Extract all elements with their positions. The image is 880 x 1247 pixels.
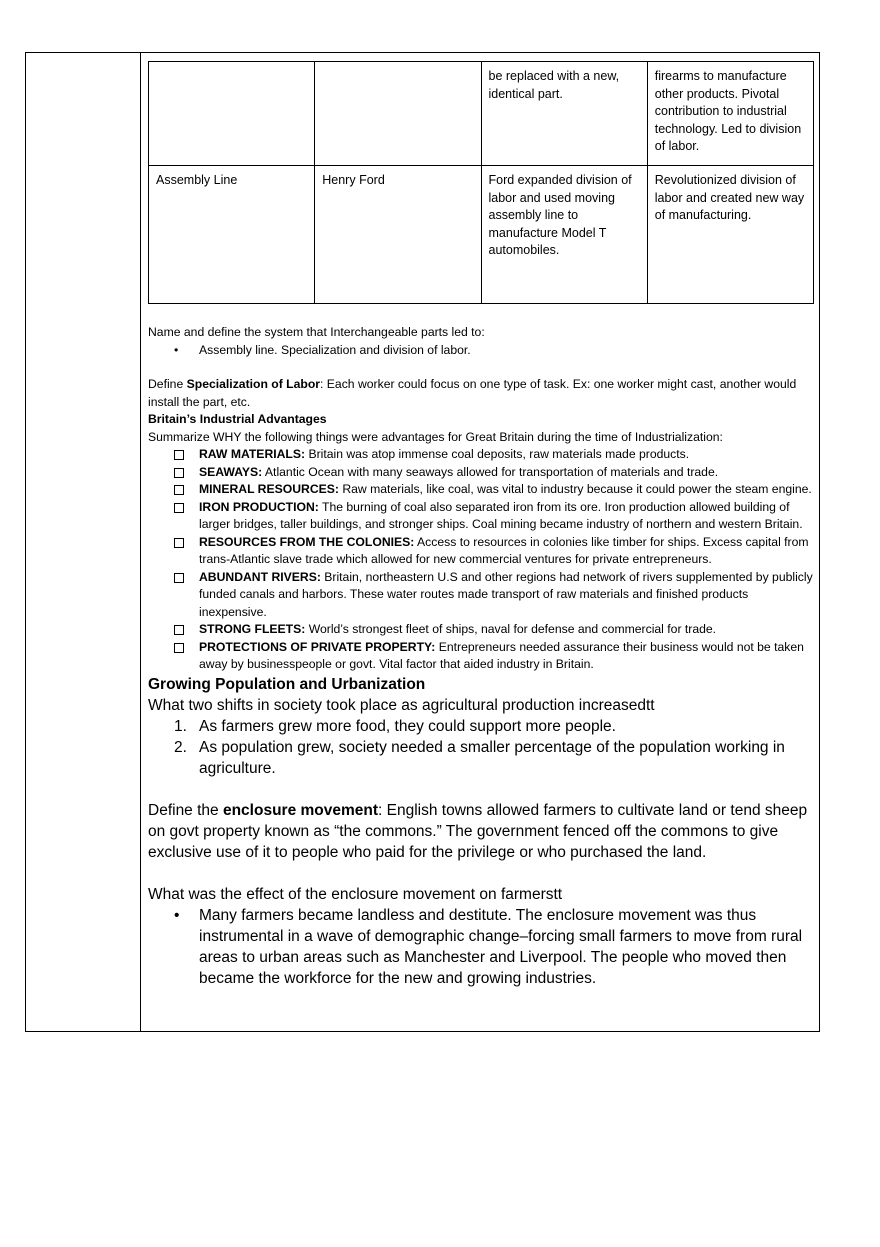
section-heading: Britain’s Industrial Advantages bbox=[148, 412, 327, 426]
item-label: ABUNDANT RIVERS: bbox=[199, 569, 321, 584]
checkbox-icon bbox=[174, 538, 184, 548]
list-item bbox=[148, 716, 814, 737]
item-number: 2. bbox=[174, 738, 187, 756]
table-cell: firearms to manufacture other products. Pivotal contribution to industrial technology. Led to division of labor. bbox=[647, 62, 813, 166]
list-item bbox=[148, 737, 814, 779]
list-item bbox=[148, 446, 814, 464]
table-cell: Ford expanded division of labor and used moving assembly line to manufacture Model T automobiles. bbox=[481, 166, 647, 304]
question-text: What was the effect of the enclosure movement on farmerstt bbox=[148, 885, 563, 903]
table-row bbox=[149, 62, 814, 166]
specialization-section bbox=[148, 376, 814, 674]
item-text: World’s strongest fleet of ships, naval for defense and commercial for trade. bbox=[305, 622, 717, 636]
question-text: What two shifts in society took place as agricultural production increasedtt bbox=[148, 696, 655, 714]
item-label: IRON PRODUCTION: bbox=[199, 499, 319, 514]
inventions-table bbox=[148, 61, 814, 304]
list-item: • Many farmers became landless and destitute. The enclosure movement was thus instrumental in a wave of demographic change–forcing small farmers to move from rural areas to urban areas such as Manchester and Liverpool. The people who moved then became the workforce for the new and growing industries. bbox=[148, 905, 814, 989]
advantages-list bbox=[148, 446, 814, 674]
list-item bbox=[148, 534, 814, 569]
item-text: As population grew, society needed a smaller percentage of the population working in agriculture. bbox=[199, 738, 785, 777]
item-text: Raw materials, like coal, was vital to industry because it could power the steam engine. bbox=[338, 482, 812, 496]
item-label: RESOURCES FROM THE COLONIES: bbox=[199, 534, 415, 549]
checkbox-icon bbox=[174, 643, 184, 653]
table-cell: be replaced with a new, identical part. bbox=[481, 62, 647, 166]
list-item bbox=[148, 621, 814, 639]
item-text: Britain was atop immense coal deposits, raw materials made products. bbox=[305, 447, 690, 461]
interchangeable-section bbox=[148, 324, 814, 359]
section-heading: Growing Population and Urbanization bbox=[148, 675, 426, 693]
term: Specialization of Labor bbox=[186, 377, 321, 391]
checkbox-icon bbox=[174, 573, 184, 583]
term: enclosure movement bbox=[222, 801, 379, 819]
specialization-definition bbox=[148, 376, 814, 411]
item-text: The burning of coal also separated iron from its ore. Iron production allowed building of larger bridges, taller buildings, and stronger ships. Coal mining became industry of northern and western Britain. bbox=[199, 499, 803, 531]
item-label: MINERAL RESOURCES: bbox=[199, 482, 339, 496]
item-text: As farmers grew more food, they could support more people. bbox=[199, 717, 616, 735]
list-item bbox=[148, 481, 814, 499]
enclosure-section bbox=[148, 800, 814, 989]
checkbox-icon bbox=[174, 485, 184, 495]
item-text: Atlantic Ocean with many seaways allowed for transportation of materials and trade. bbox=[262, 464, 719, 479]
define-prefix: Define bbox=[148, 377, 187, 391]
item-label: SEAWAYS: bbox=[199, 464, 263, 479]
checkbox-icon bbox=[174, 503, 184, 513]
table-cell bbox=[149, 62, 315, 166]
item-number: 1. bbox=[174, 717, 187, 735]
list-item bbox=[148, 639, 814, 674]
prompt-text: Summarize WHY the following things were advantages for Great Britain during the time of Industrialization: bbox=[148, 429, 723, 444]
item-label: STRONG FLEETS: bbox=[199, 622, 306, 636]
item-label: RAW MATERIALS: bbox=[199, 447, 306, 461]
table-row bbox=[149, 166, 814, 304]
population-section bbox=[148, 674, 814, 779]
shifts-list bbox=[148, 716, 814, 779]
column-divider bbox=[140, 53, 141, 1031]
item-label: PROTECTIONS OF PRIVATE PROPERTY: bbox=[199, 639, 436, 654]
question-text: Name and define the system that Interchangeable parts led to: bbox=[148, 325, 485, 339]
item-text: Entrepreneurs needed assurance their business would not be taken away by businesspeople or govt. Vital factor that aided industry in Britain. bbox=[199, 639, 804, 671]
item-text: Britain, northeastern U.S and other regions had network of rivers supplemented by publicly funded canals and harbors. These water routes made transport of raw materials and finished products inexpensive. bbox=[199, 569, 813, 619]
define-prefix: Define the bbox=[148, 801, 223, 819]
list-item bbox=[148, 569, 814, 622]
enclosure-definition bbox=[148, 800, 814, 863]
list-item bbox=[148, 499, 814, 534]
list-item: • Assembly line. Specialization and division of labor. bbox=[148, 342, 814, 360]
table-cell: Revolutionized division of labor and created new way of manufacturing. bbox=[647, 166, 813, 304]
table-cell: Henry Ford bbox=[315, 166, 481, 304]
list-item bbox=[148, 464, 814, 482]
table-cell bbox=[315, 62, 481, 166]
item-text: Access to resources in colonies like timber for ships. Excess capital from trans-Atlantic slave trade which allowed for new commercial ventures for private entrepreneurs. bbox=[199, 534, 809, 566]
checkbox-icon bbox=[174, 468, 184, 478]
definition-text: : English towns allowed farmers to cultivate land or tend sheep on govt property known as “the commons.” The government fenced off the commons to give exclusive use of it to people who paid for the privilege or who purchased the land. bbox=[148, 801, 808, 861]
checkbox-icon bbox=[174, 450, 184, 460]
content-cell bbox=[148, 61, 814, 989]
checkbox-icon bbox=[174, 625, 184, 635]
definition-text: : Each worker could focus on one type of task. Ex: one worker might cast, another would install the part, etc. bbox=[148, 377, 797, 409]
table-cell: Assembly Line bbox=[149, 166, 315, 304]
outer-table bbox=[25, 52, 820, 1032]
